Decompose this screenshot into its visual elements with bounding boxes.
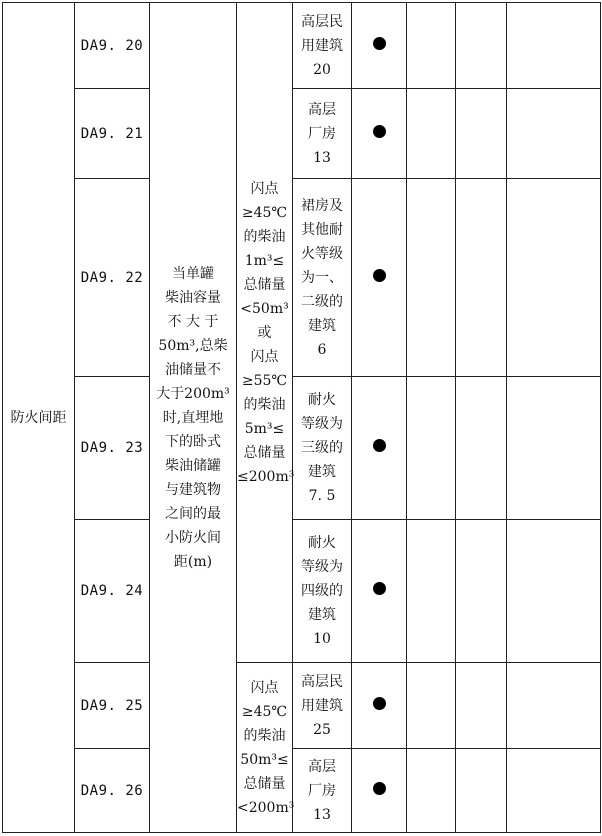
table-row [3, 520, 601, 663]
mark-cell [352, 749, 407, 833]
code-cell: DA9. 23 [75, 377, 150, 520]
empty-cell [507, 520, 601, 663]
filled-circle-icon [373, 697, 386, 710]
table-row [3, 749, 601, 833]
category-cell: 防火间距 [3, 3, 75, 833]
empty-cell [407, 520, 456, 663]
empty-cell [456, 749, 507, 833]
target-cell: 高层民 用建筑 20 [293, 3, 352, 89]
empty-cell [456, 663, 507, 749]
fire-spacing-table [2, 2, 601, 833]
filled-circle-icon [373, 37, 386, 50]
filled-circle-icon [373, 439, 386, 452]
empty-cell [507, 3, 601, 89]
mark-cell [352, 3, 407, 89]
code-cell: DA9. 24 [75, 520, 150, 663]
condition-cell-b: 闪点 ≥45℃ 的柴油 50m³≤ 总储量 <200m³ [237, 663, 293, 833]
empty-cell [407, 89, 456, 179]
mark-cell [352, 89, 407, 179]
empty-cell [456, 377, 507, 520]
target-cell: 裙房及 其他耐 火等级 为一、 二级的 建筑 6 [293, 179, 352, 377]
empty-cell [407, 749, 456, 833]
code-cell: DA9. 21 [75, 89, 150, 179]
empty-cell [507, 663, 601, 749]
empty-cell [456, 520, 507, 663]
empty-cell [407, 3, 456, 89]
table-row [3, 377, 601, 520]
empty-cell [456, 3, 507, 89]
target-cell: 高层 厂房 13 [293, 749, 352, 833]
filled-circle-icon [373, 782, 386, 795]
mark-cell [352, 377, 407, 520]
mark-cell [352, 663, 407, 749]
filled-circle-icon [373, 125, 386, 138]
filled-circle-icon [373, 269, 386, 282]
table-row [3, 663, 601, 749]
empty-cell [507, 89, 601, 179]
empty-cell [456, 89, 507, 179]
table-row [3, 3, 601, 89]
mark-cell [352, 520, 407, 663]
target-cell: 高层民 用建筑 25 [293, 663, 352, 749]
filled-circle-icon [373, 582, 386, 595]
target-cell: 高层 厂房 13 [293, 89, 352, 179]
empty-cell [507, 179, 601, 377]
code-cell: DA9. 22 [75, 179, 150, 377]
condition-cell-a: 闪点 ≥45℃ 的柴油 1m³≤ 总储量 <50m³ 或 闪点 ≥55℃ 的柴油 5m³≤ 总储量 ≤200m³ [237, 3, 293, 663]
empty-cell [507, 749, 601, 833]
code-cell: DA9. 20 [75, 3, 150, 89]
target-cell: 耐火 等级为 三级的 建筑 7. 5 [293, 377, 352, 520]
table-row [3, 89, 601, 179]
description-cell: 当单罐 柴油容量 不 大 于 50m³,总柴 油储量不 大于200m³ 时,直埋地 下的卧式 柴油储罐 与建筑物 之间的最 小防火间 距(m) [150, 3, 237, 833]
target-cell: 耐火 等级为 四级的 建筑 10 [293, 520, 352, 663]
mark-cell [352, 179, 407, 377]
code-cell: DA9. 25 [75, 663, 150, 749]
table-row [3, 179, 601, 377]
empty-cell [407, 377, 456, 520]
empty-cell [456, 179, 507, 377]
empty-cell [407, 663, 456, 749]
empty-cell [507, 377, 601, 520]
code-cell: DA9. 26 [75, 749, 150, 833]
empty-cell [407, 179, 456, 377]
